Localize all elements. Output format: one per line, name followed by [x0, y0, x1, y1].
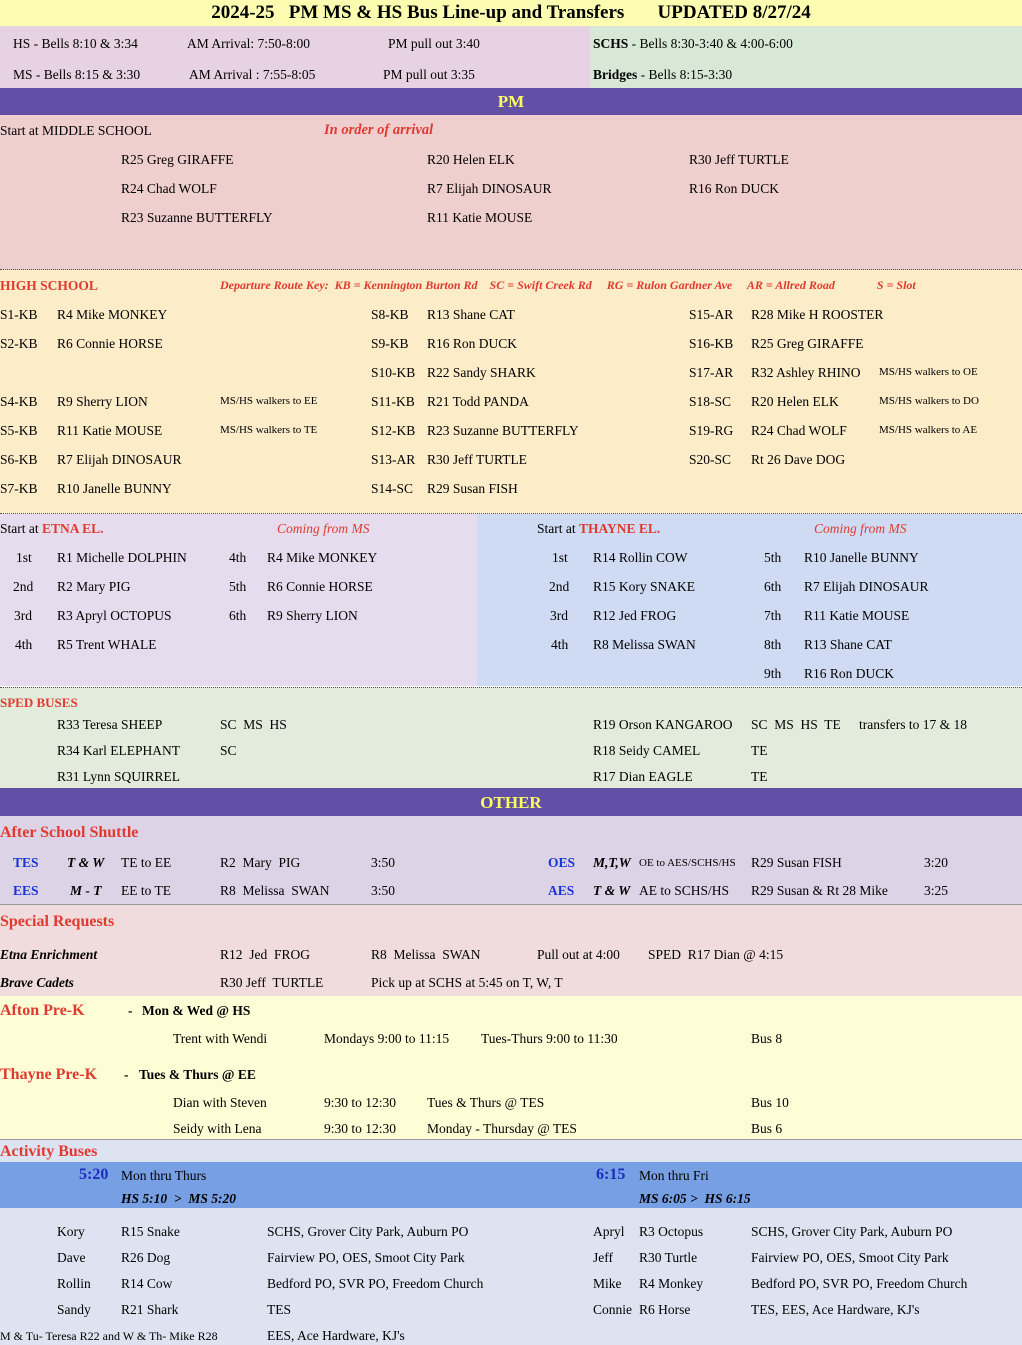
thayne-start-label: Start at THAYNE EL.: [537, 521, 661, 536]
activity-stops: TES, EES, Ace Hardware, KJ's: [751, 1302, 920, 1317]
ms-pm-pullout: PM pull out 3:35: [383, 67, 475, 82]
thayne-prek-schedule: Tues & Thurs @ EE: [139, 1067, 256, 1082]
shuttle-days: T & W: [593, 883, 631, 898]
shuttle-bus: R8 Melissa SWAN: [220, 883, 330, 898]
slot: S5-KB: [0, 423, 38, 438]
slot-bus: R13 Shane CAT: [427, 307, 515, 322]
order: 2nd: [549, 579, 570, 594]
sped-dest: SC MS HS TE: [751, 717, 841, 732]
activity-stops: EES, Ace Hardware, KJ's: [267, 1328, 405, 1343]
ms-bus: R24 Chad WOLF: [121, 181, 217, 196]
ms-am-arrival: AM Arrival : 7:55-8:05: [189, 67, 316, 82]
thayne-bus: R13 Shane CAT: [804, 637, 892, 652]
walker-note: MS/HS walkers to AE: [879, 424, 978, 436]
thayne-coming-from: Coming from MS: [814, 521, 907, 536]
shuttle-time: 3:25: [924, 883, 949, 898]
slot: S13-AR: [371, 452, 416, 467]
activity-bus: R14 Cow: [121, 1276, 173, 1291]
thayne-bus: R11 Katie MOUSE: [804, 608, 910, 623]
route-key: Departure Route Key: KB = Kennington Burton Rd SC = Swift Creek Rd RG = Rulon Gardner Ave AR = Allred Road S = Slot: [220, 278, 916, 292]
ms-bells: MS - Bells 8:15 & 3:30: [13, 67, 141, 82]
activity-bus: R15 Snake: [121, 1224, 180, 1239]
prek-time: 9:30 to 12:30: [324, 1095, 397, 1110]
etna-bus: R5 Trent WHALE: [57, 637, 157, 652]
thayne-prek-dash: -: [124, 1067, 129, 1082]
hs-bells: HS - Bells 8:10 & 3:34: [13, 36, 138, 51]
activity-stops: Fairview PO, OES, Smoot City Park: [267, 1250, 465, 1265]
order: 5th: [764, 550, 782, 565]
request-detail: Pick up at SCHS at 5:45 on T, W, T: [371, 975, 563, 990]
afton-schedule: Mon & Wed @ HS: [142, 1003, 251, 1018]
shuttle-bus: R29 Susan & Rt 28 Mike: [751, 883, 888, 898]
order: 6th: [229, 608, 247, 623]
prek-bus: Bus 6: [751, 1121, 783, 1136]
etna-bus: R4 Mike MONKEY: [267, 550, 378, 565]
etna-bus: R9 Sherry LION: [267, 608, 358, 623]
slot: S17-AR: [689, 365, 734, 380]
order-of-arrival: In order of arrival: [324, 122, 434, 138]
slot: S8-KB: [371, 307, 409, 322]
ms-bus: R7 Elijah DINOSAUR: [427, 181, 552, 196]
slot: S15-AR: [689, 307, 734, 322]
slot-bus: R10 Janelle BUNNY: [57, 481, 172, 496]
slot-bus: R16 Ron DUCK: [427, 336, 518, 351]
prek-time: Tues-Thurs 9:00 to 11:30: [481, 1031, 618, 1046]
activity-stops: TES: [267, 1302, 292, 1317]
slot: S12-KB: [371, 423, 416, 438]
activity-driver: Rollin: [57, 1276, 91, 1291]
order: 7th: [764, 608, 782, 623]
prek-days: Monday - Thursday @ TES: [427, 1121, 577, 1136]
page-title: 2024-25 PM MS & HS Bus Line-up and Transfers UPDATED 8/27/24: [211, 2, 811, 23]
hs-am-arrival: AM Arrival: 7:50-8:00: [187, 36, 310, 51]
ms-bus: R30 Jeff TURTLE: [689, 152, 789, 167]
prek-days: Tues & Thurs @ TES: [427, 1095, 545, 1110]
activity-driver: Sandy: [57, 1302, 91, 1317]
slot: S1-KB: [0, 307, 38, 322]
slot-bus: R9 Sherry LION: [57, 394, 148, 409]
activity-time: 5:20: [79, 1166, 109, 1183]
shuttle-route: AE to SCHS/HS: [639, 883, 730, 898]
slot-bus: R6 Connie HORSE: [57, 336, 163, 351]
etna-bus: R2 Mary PIG: [57, 579, 131, 594]
request-bus: R30 Jeff TURTLE: [220, 975, 324, 990]
slot-bus: R24 Chad WOLF: [751, 423, 847, 438]
slot-bus: R4 Mike MONKEY: [57, 307, 168, 322]
shuttle-route: OE to AES/SCHS/HS: [639, 857, 736, 869]
slot-bus: R7 Elijah DINOSAUR: [57, 452, 182, 467]
prek-student: Trent with Wendi: [173, 1031, 268, 1046]
activity-bus: R21 Shark: [121, 1302, 179, 1317]
ms-bus: R23 Suzanne BUTTERFLY: [121, 210, 273, 225]
slot-bus: R25 Greg GIRAFFE: [751, 336, 864, 351]
prek-student: Seidy with Lena: [173, 1121, 262, 1136]
activity-bus: R30 Turtle: [639, 1250, 698, 1265]
prek-bus: Bus 8: [751, 1031, 783, 1046]
order: 5th: [229, 579, 247, 594]
ms-start-label: Start at MIDDLE SCHOOL: [0, 123, 152, 138]
shuttle-bus: R29 Susan FISH: [751, 855, 842, 870]
thayne-bus: R15 Kory SNAKE: [593, 579, 696, 594]
shuttle-title: After School Shuttle: [0, 824, 139, 841]
etna-section: [0, 514, 477, 686]
prek-time: 9:30 to 12:30: [324, 1121, 397, 1136]
activity-driver: Mike: [593, 1276, 622, 1291]
shuttle-route: TE to EE: [121, 855, 172, 870]
slot: S7-KB: [0, 481, 38, 496]
slot-bus: R22 Sandy SHARK: [427, 365, 536, 380]
activity-driver: Jeff: [593, 1250, 613, 1265]
shuttle-code: OES: [548, 855, 576, 870]
activity-schedule: MS 6:05 > HS 6:15: [639, 1191, 751, 1206]
activity-stops: SCHS, Grover City Park, Auburn PO: [751, 1224, 953, 1239]
sped-note: transfers to 17 & 18: [859, 717, 967, 732]
shuttle-bus: R2 Mary PIG: [220, 855, 301, 870]
activity-driver: Kory: [57, 1224, 85, 1239]
slot: S14-SC: [371, 481, 414, 496]
shuttle-route: EE to TE: [121, 883, 171, 898]
slot: S20-SC: [689, 452, 732, 467]
bridges-bells: Bridges - Bells 8:15-3:30: [593, 67, 733, 82]
activity-driver: Connie: [593, 1302, 632, 1317]
sped-bus: R19 Orson KANGAROO: [593, 717, 733, 732]
activity-time: 6:15: [596, 1166, 626, 1183]
activity-driver: Dave: [57, 1250, 86, 1265]
activity-driver-note: M & Tu- Teresa R22 and W & Th- Mike R28: [0, 1329, 218, 1343]
request-detail: Pull out at 4:00: [537, 947, 620, 962]
etna-bus: R1 Michelle DOLPHIN: [57, 550, 187, 565]
sped-title: SPED BUSES: [0, 695, 78, 710]
order: 1st: [552, 550, 568, 565]
slot-bus: Rt 26 Dave DOG: [751, 452, 846, 467]
sped-dest: TE: [751, 769, 768, 784]
special-requests-title: Special Requests: [0, 913, 115, 930]
sped-bus: R33 Teresa SHEEP: [57, 717, 163, 732]
slot: S16-KB: [689, 336, 734, 351]
order: 9th: [764, 666, 782, 681]
request-bus: R12 Jed FROG: [220, 947, 311, 962]
thayne-prek-title: Thayne Pre-K: [0, 1066, 98, 1083]
hs-pm-pullout: PM pull out 3:40: [388, 36, 480, 51]
activity-bus: R26 Dog: [121, 1250, 171, 1265]
sped-bus: R17 Dian EAGLE: [593, 769, 693, 784]
etna-bus: R3 Apryl OCTOPUS: [57, 608, 172, 623]
slot: S9-KB: [371, 336, 409, 351]
slot: S19-RG: [689, 423, 734, 438]
other-header: OTHER: [480, 793, 542, 812]
order: 8th: [764, 637, 782, 652]
slot-bus: R11 Katie MOUSE: [57, 423, 163, 438]
etna-coming-from: Coming from MS: [277, 521, 370, 536]
pm-header: PM: [497, 92, 525, 111]
high-school-title: HIGH SCHOOL: [0, 278, 98, 293]
activity-days: Mon thru Fri: [639, 1168, 709, 1183]
walker-note: MS/HS walkers to TE: [220, 424, 318, 436]
shuttle-days: T & W: [67, 855, 105, 870]
shuttle-days: M - T: [70, 883, 102, 898]
order: 6th: [764, 579, 782, 594]
shuttle-time: 3:20: [924, 855, 949, 870]
sped-bus: R31 Lynn SQUIRREL: [57, 769, 181, 784]
ms-bus: R20 Helen ELK: [427, 152, 515, 167]
order: 4th: [15, 637, 33, 652]
request-name: Etna Enrichment: [0, 947, 98, 962]
prek-time: Mondays 9:00 to 11:15: [324, 1031, 450, 1046]
ms-bus: R25 Greg GIRAFFE: [121, 152, 234, 167]
ms-bus: R16 Ron DUCK: [689, 181, 780, 196]
afton-prek-title: Afton Pre-K: [0, 1002, 85, 1019]
request-name: Brave Cadets: [0, 975, 74, 990]
thayne-bus: R7 Elijah DINOSAUR: [804, 579, 929, 594]
activity-stops: Bedford PO, SVR PO, Freedom Church: [751, 1276, 968, 1291]
slot: S10-KB: [371, 365, 416, 380]
thayne-bus: R16 Ron DUCK: [804, 666, 895, 681]
shuttle-time: 3:50: [371, 855, 396, 870]
sped-bus: R34 Karl ELEPHANT: [57, 743, 180, 758]
order: 3rd: [550, 608, 568, 623]
activity-schedule: HS 5:10 > MS 5:20: [121, 1191, 236, 1206]
request-detail: SPED R17 Dian @ 4:15: [648, 947, 784, 962]
shuttle-code: TES: [13, 855, 39, 870]
slot-bus: R28 Mike H ROOSTER: [751, 307, 884, 322]
slot: S2-KB: [0, 336, 38, 351]
activity-bus: R6 Horse: [639, 1302, 691, 1317]
order: 3rd: [14, 608, 32, 623]
slot: S18-SC: [689, 394, 732, 409]
sped-dest: SC: [220, 743, 237, 758]
schs-bells: SCHS - Bells 8:30-3:40 & 4:00-6:00: [593, 36, 793, 51]
order: 1st: [16, 550, 32, 565]
shuttle-time: 3:50: [371, 883, 396, 898]
slot: S6-KB: [0, 452, 38, 467]
slot: S4-KB: [0, 394, 38, 409]
etna-bus: R6 Connie HORSE: [267, 579, 373, 594]
ms-bus: R11 Katie MOUSE: [427, 210, 533, 225]
walker-note: MS/HS walkers to OE: [879, 366, 978, 378]
slot-bus: R30 Jeff TURTLE: [427, 452, 527, 467]
sped-dest: SC MS HS: [220, 717, 287, 732]
shuttle-code: EES: [13, 883, 39, 898]
sped-dest: TE: [751, 743, 768, 758]
thayne-bus: R14 Rollin COW: [593, 550, 688, 565]
walker-note: MS/HS walkers to DO: [879, 395, 979, 407]
slot-bus: R29 Susan FISH: [427, 481, 518, 496]
prek-student: Dian with Steven: [173, 1095, 267, 1110]
shuttle-code: AES: [548, 883, 575, 898]
thayne-bus: R8 Melissa SWAN: [593, 637, 696, 652]
activity-bus: R3 Octopus: [639, 1224, 704, 1239]
order: 2nd: [13, 579, 34, 594]
order: 4th: [551, 637, 569, 652]
thayne-section: [477, 514, 1022, 686]
afton-dash: -: [128, 1003, 133, 1018]
activity-bus: R4 Monkey: [639, 1276, 704, 1291]
shuttle-days: M,T,W: [593, 855, 631, 870]
etna-start-label: Start at ETNA EL.: [0, 521, 104, 536]
slot-bus: R21 Todd PANDA: [427, 394, 529, 409]
thayne-bus: R10 Janelle BUNNY: [804, 550, 919, 565]
prek-bus: Bus 10: [751, 1095, 789, 1110]
slot-bus: R20 Helen ELK: [751, 394, 839, 409]
activity-stops: Bedford PO, SVR PO, Freedom Church: [267, 1276, 484, 1291]
request-bus: R8 Melissa SWAN: [371, 947, 481, 962]
activity-driver: Apryl: [593, 1224, 625, 1239]
walker-note: MS/HS walkers to EE: [220, 395, 318, 407]
slot-bus: R23 Suzanne BUTTERFLY: [427, 423, 579, 438]
activity-days: Mon thru Thurs: [121, 1168, 207, 1183]
slot-bus: R32 Ashley RHINO: [751, 365, 861, 380]
activity-buses-title: Activity Buses: [0, 1143, 98, 1160]
order: 4th: [229, 550, 247, 565]
sped-bus: R18 Seidy CAMEL: [593, 743, 701, 758]
thayne-bus: R12 Jed FROG: [593, 608, 677, 623]
activity-stops: SCHS, Grover City Park, Auburn PO: [267, 1224, 469, 1239]
activity-stops: Fairview PO, OES, Smoot City Park: [751, 1250, 949, 1265]
slot: S11-KB: [371, 394, 415, 409]
